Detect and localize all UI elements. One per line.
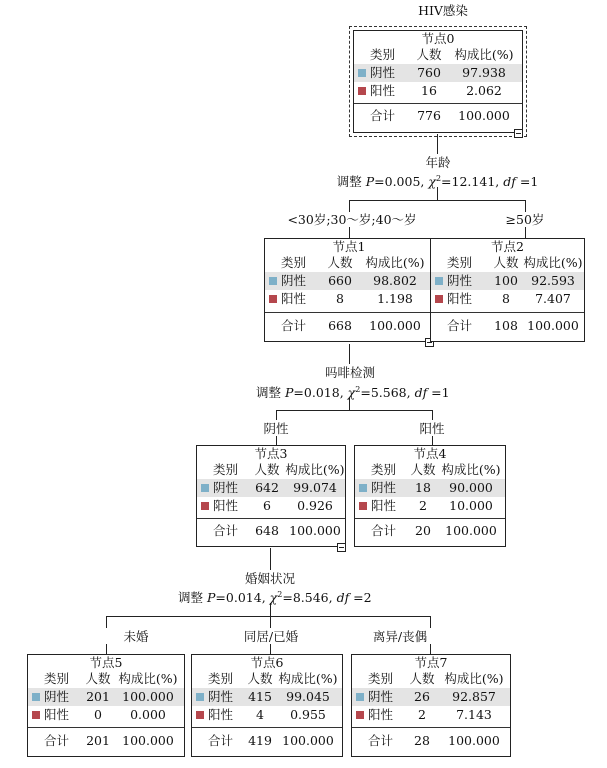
tree-node-3[interactable] bbox=[196, 445, 346, 547]
split-stats-marital: 调整 P=0.014, $\chi^2=8.546$, df =2 bbox=[178, 590, 372, 606]
ratio-value: 97.938 bbox=[462, 65, 506, 80]
ratio-value: 100.000 bbox=[369, 318, 421, 333]
count-value: 16 bbox=[421, 83, 437, 98]
tree-node-1[interactable] bbox=[264, 238, 434, 342]
node-title: 节点2 bbox=[491, 239, 524, 254]
split-stats-morphine: 调整 P=0.018, $\chi^2=5.568$, df =1 bbox=[256, 385, 450, 401]
connector-line bbox=[349, 200, 525, 201]
ratio-value: 10.000 bbox=[449, 498, 493, 513]
count-value: 660 bbox=[328, 273, 352, 288]
node-divider bbox=[28, 727, 184, 728]
node-row-total bbox=[355, 522, 505, 540]
connector-line bbox=[106, 616, 430, 617]
ratio-value: 0.926 bbox=[297, 498, 333, 513]
category-label: 阳性 bbox=[368, 707, 394, 722]
header-ratio: 构成比(%) bbox=[118, 671, 178, 686]
negative-swatch-icon bbox=[201, 484, 209, 492]
header-ratio: 构成比(%) bbox=[278, 671, 338, 686]
ratio-value: 100.000 bbox=[282, 733, 334, 748]
header-count: 人数 bbox=[409, 671, 435, 686]
ratio-value: 0.955 bbox=[290, 707, 326, 722]
header-ratio: 构成比(%) bbox=[365, 255, 425, 270]
category-label: 阴性 bbox=[371, 480, 397, 495]
count-value: 419 bbox=[248, 733, 272, 748]
positive-swatch-icon bbox=[196, 711, 204, 719]
negative-swatch-icon bbox=[435, 277, 443, 285]
node-row-positive bbox=[355, 497, 505, 515]
connector-line bbox=[276, 410, 432, 411]
count-value: 668 bbox=[328, 318, 352, 333]
connector-line bbox=[430, 616, 431, 628]
node-header-row bbox=[354, 46, 522, 64]
connector-line bbox=[270, 644, 271, 654]
branch-label-unmarried: 未婚 bbox=[123, 629, 149, 644]
branch-label-age-50plus: ≥50岁 bbox=[505, 212, 545, 227]
connector-line bbox=[349, 344, 350, 364]
branch-label-age-young: <30岁;30～岁;40～岁 bbox=[287, 212, 417, 227]
node-row-total bbox=[431, 317, 584, 335]
ratio-value: 2.062 bbox=[466, 83, 502, 98]
node-header-row bbox=[355, 461, 505, 479]
connector-line bbox=[525, 227, 526, 238]
node-header-row bbox=[28, 670, 184, 688]
category-label: 阴性 bbox=[44, 689, 70, 704]
count-value: 648 bbox=[255, 523, 279, 538]
header-category: 类别 bbox=[208, 671, 234, 686]
count-value: 0 bbox=[94, 707, 102, 722]
negative-swatch-icon bbox=[32, 693, 40, 701]
header-count: 人数 bbox=[493, 255, 519, 270]
negative-swatch-icon bbox=[358, 69, 366, 77]
count-value: 642 bbox=[255, 480, 279, 495]
category-label: 阳性 bbox=[213, 498, 239, 513]
positive-swatch-icon bbox=[269, 295, 277, 303]
connector-line bbox=[106, 644, 107, 654]
node-header-row bbox=[192, 670, 342, 688]
count-value: 4 bbox=[256, 707, 264, 722]
ratio-value: 99.074 bbox=[293, 480, 337, 495]
node-row-total bbox=[28, 732, 184, 750]
ratio-value: 100.000 bbox=[122, 689, 174, 704]
node-divider bbox=[355, 518, 505, 519]
node-divider bbox=[197, 518, 345, 519]
connector-line bbox=[430, 644, 431, 654]
header-category: 类别 bbox=[371, 462, 397, 477]
connector-line bbox=[349, 200, 350, 212]
node-row-total bbox=[197, 522, 345, 540]
node-title: 节点5 bbox=[89, 655, 123, 670]
header-ratio: 构成比(%) bbox=[454, 47, 514, 62]
connector-line bbox=[270, 548, 271, 570]
count-value: 6 bbox=[263, 498, 271, 513]
ratio-value: 99.045 bbox=[286, 689, 330, 704]
branch-label-divorced: 离异/丧偶 bbox=[372, 629, 428, 644]
node-divider bbox=[192, 727, 342, 728]
connector-line bbox=[349, 227, 350, 238]
ratio-value: 100.000 bbox=[289, 523, 341, 538]
node-row-negative bbox=[352, 688, 510, 706]
tree-node-2[interactable] bbox=[430, 238, 585, 342]
header-count: 人数 bbox=[247, 671, 273, 686]
positive-swatch-icon bbox=[32, 711, 40, 719]
ratio-value: 1.198 bbox=[377, 291, 413, 306]
node-divider bbox=[265, 312, 433, 313]
count-value: 26 bbox=[414, 689, 430, 704]
header-category: 类别 bbox=[44, 671, 70, 686]
node-header-row bbox=[352, 670, 510, 688]
ratio-value: 98.802 bbox=[373, 273, 417, 288]
count-value: 2 bbox=[419, 498, 427, 513]
header-category: 类别 bbox=[213, 462, 239, 477]
collapse-minus-icon[interactable] bbox=[337, 543, 346, 552]
category-label: 阴性 bbox=[368, 689, 394, 704]
category-label: 阴性 bbox=[281, 273, 307, 288]
count-value: 28 bbox=[414, 733, 430, 748]
ratio-value: 92.593 bbox=[531, 273, 575, 288]
ratio-value: 100.000 bbox=[458, 108, 510, 123]
split-variable-age: 年龄 bbox=[425, 155, 451, 170]
node-divider bbox=[354, 103, 522, 104]
tree-node-4[interactable] bbox=[354, 445, 506, 547]
header-ratio: 构成比(%) bbox=[444, 671, 504, 686]
category-label: 合计 bbox=[370, 108, 396, 123]
count-value: 415 bbox=[248, 689, 272, 704]
header-category: 类别 bbox=[447, 255, 473, 270]
header-count: 人数 bbox=[410, 462, 436, 477]
count-value: 201 bbox=[86, 733, 110, 748]
count-value: 201 bbox=[86, 689, 110, 704]
node-row-positive bbox=[192, 706, 342, 724]
category-label: 阳性 bbox=[281, 291, 307, 306]
header-count: 人数 bbox=[254, 462, 280, 477]
positive-swatch-icon bbox=[356, 711, 364, 719]
category-label: 阴性 bbox=[208, 689, 234, 704]
count-value: 20 bbox=[415, 523, 431, 538]
node-title: 节点0 bbox=[421, 31, 455, 46]
ratio-value: 7.143 bbox=[456, 707, 492, 722]
node-row-total bbox=[192, 732, 342, 750]
category-label: 合计 bbox=[371, 523, 397, 538]
count-value: 776 bbox=[417, 108, 441, 123]
node-row-negative bbox=[197, 479, 345, 497]
node-row-positive bbox=[354, 82, 522, 100]
ratio-value: 7.407 bbox=[535, 291, 571, 306]
negative-swatch-icon bbox=[269, 277, 277, 285]
node-row-total bbox=[352, 732, 510, 750]
category-label: 合计 bbox=[213, 523, 239, 538]
node-header-row bbox=[197, 461, 345, 479]
header-ratio: 构成比(%) bbox=[441, 462, 501, 477]
branch-label-married: 同居/已婚 bbox=[243, 629, 299, 644]
node-row-total bbox=[265, 317, 433, 335]
connector-line bbox=[270, 616, 271, 628]
positive-swatch-icon bbox=[358, 87, 366, 95]
positive-swatch-icon bbox=[201, 502, 209, 510]
header-ratio: 构成比(%) bbox=[285, 462, 345, 477]
node-row-negative bbox=[354, 64, 522, 82]
connector-line bbox=[106, 616, 107, 628]
category-label: 阳性 bbox=[44, 707, 70, 722]
node-title: 节点7 bbox=[414, 655, 448, 670]
header-category: 类别 bbox=[368, 671, 394, 686]
count-value: 760 bbox=[417, 65, 441, 80]
node-row-negative bbox=[431, 272, 584, 290]
tree-title: HIV感染 bbox=[418, 3, 468, 18]
connector-line bbox=[432, 410, 433, 420]
count-value: 8 bbox=[502, 291, 510, 306]
node-header-row bbox=[265, 254, 433, 272]
header-category: 类别 bbox=[370, 47, 396, 62]
ratio-value: 92.857 bbox=[452, 689, 496, 704]
positive-swatch-icon bbox=[359, 502, 367, 510]
split-variable-morphine: 吗啡检测 bbox=[324, 365, 375, 380]
negative-swatch-icon bbox=[196, 693, 204, 701]
ratio-value: 100.000 bbox=[122, 733, 174, 748]
header-count: 人数 bbox=[416, 47, 442, 62]
node-title: 节点3 bbox=[254, 446, 288, 461]
node-row-positive bbox=[197, 497, 345, 515]
connector-line bbox=[437, 134, 438, 154]
branch-label-morphine-pos: 阳性 bbox=[419, 421, 445, 436]
count-value: 18 bbox=[415, 480, 431, 495]
node-row-positive bbox=[352, 706, 510, 724]
negative-swatch-icon bbox=[356, 693, 364, 701]
positive-swatch-icon bbox=[435, 295, 443, 303]
node-divider bbox=[352, 727, 510, 728]
node-row-negative bbox=[355, 479, 505, 497]
node-row-positive bbox=[265, 290, 433, 308]
category-label: 阳性 bbox=[447, 291, 473, 306]
tree-node-6[interactable] bbox=[191, 654, 343, 757]
header-count: 人数 bbox=[327, 255, 353, 270]
node-header-row bbox=[431, 254, 584, 272]
node-row-positive bbox=[431, 290, 584, 308]
connector-line bbox=[276, 410, 277, 420]
split-stats-age: 调整 P=0.005, $\chi^2=12.141$, df =1 bbox=[336, 174, 539, 190]
connector-line bbox=[432, 436, 433, 445]
ratio-value: 100.000 bbox=[445, 523, 497, 538]
category-label: 合计 bbox=[368, 733, 394, 748]
count-value: 100 bbox=[494, 273, 518, 288]
category-label: 合计 bbox=[44, 733, 70, 748]
category-label: 阴性 bbox=[213, 480, 239, 495]
count-value: 108 bbox=[494, 318, 518, 333]
count-value: 2 bbox=[418, 707, 426, 722]
branch-label-morphine-neg: 阴性 bbox=[263, 421, 289, 436]
negative-swatch-icon bbox=[359, 484, 367, 492]
connector-line bbox=[525, 200, 526, 212]
node-row-positive bbox=[28, 706, 184, 724]
category-label: 阳性 bbox=[208, 707, 234, 722]
split-variable-marital: 婚姻状况 bbox=[244, 571, 295, 586]
category-label: 合计 bbox=[447, 318, 473, 333]
ratio-value: 90.000 bbox=[449, 480, 493, 495]
node-row-negative bbox=[28, 688, 184, 706]
category-label: 阴性 bbox=[447, 273, 473, 288]
node-row-negative bbox=[192, 688, 342, 706]
tree-node-5[interactable] bbox=[27, 654, 185, 757]
category-label: 合计 bbox=[281, 318, 307, 333]
ratio-value: 0.000 bbox=[130, 707, 166, 722]
header-category: 类别 bbox=[281, 255, 307, 270]
node-divider bbox=[431, 312, 584, 313]
connector-line bbox=[276, 436, 277, 445]
tree-node-0[interactable] bbox=[353, 30, 523, 133]
category-label: 合计 bbox=[208, 733, 234, 748]
category-label: 阴性 bbox=[370, 65, 396, 80]
ratio-value: 100.000 bbox=[448, 733, 500, 748]
node-row-negative bbox=[265, 272, 433, 290]
category-label: 阳性 bbox=[371, 498, 397, 513]
header-ratio: 构成比(%) bbox=[523, 255, 583, 270]
node-title: 节点4 bbox=[413, 446, 447, 461]
node-row-total bbox=[354, 107, 522, 125]
collapse-minus-icon[interactable] bbox=[514, 129, 523, 138]
node-title: 节点6 bbox=[250, 655, 284, 670]
count-value: 8 bbox=[336, 291, 344, 306]
header-count: 人数 bbox=[85, 671, 111, 686]
node-title: 节点1 bbox=[332, 239, 366, 254]
tree-node-7[interactable] bbox=[351, 654, 511, 757]
ratio-value: 100.000 bbox=[527, 318, 579, 333]
category-label: 阳性 bbox=[370, 83, 396, 98]
